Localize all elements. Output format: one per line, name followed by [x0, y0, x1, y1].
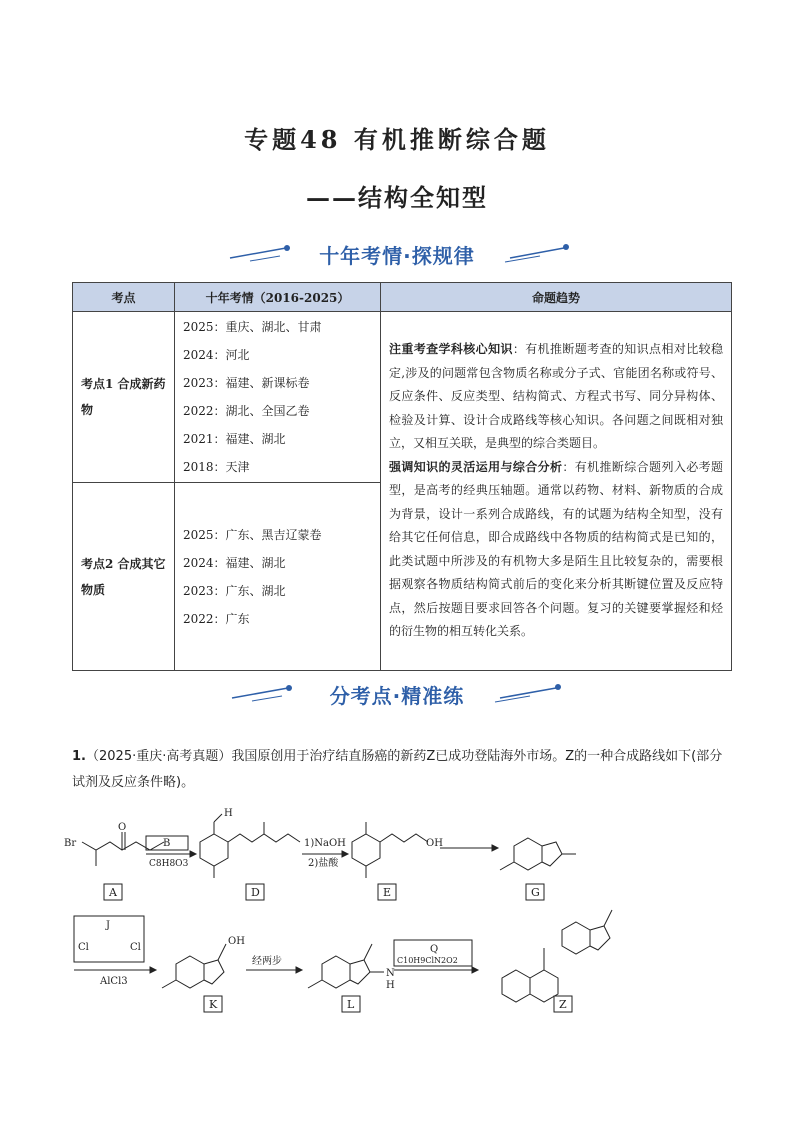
trend-text: ：有机推断综合题列入必考题型，是高考的经典压轴题。通常以药物、材料、新物质的合成为背景，设计一系列合成路线，有的试题为结构全知型，没有给其它任何信息，即合成路线中各物质的结构简式是已知的，此类试题中所涉及的有机物大多是陌生且比较复杂的，需要根据观察各物质结构简式前后的变化来分析其断键位置及反应特点，然后按题目要求回答各个问题。复习的关键要掌握烃和烃的衍生物的相互转化关系。 — [389, 459, 723, 639]
banner-title: 分考点·精准练 — [329, 684, 465, 708]
trend-heading: 强调知识的灵活运用与综合分析 — [389, 459, 563, 474]
trend-cell — [381, 312, 732, 671]
year-line: 2022：广东 — [183, 611, 250, 626]
year-line: 2025：广东、黑吉辽蒙卷 — [183, 527, 322, 542]
atom-oh-k: OH — [228, 936, 245, 947]
atom-cl-right: Cl — [130, 942, 141, 953]
atom-oh: OH — [426, 838, 443, 849]
year-line: 2018：天津 — [183, 460, 250, 474]
table-header: 命题趋势 — [381, 283, 732, 312]
table-header: 考点 — [73, 283, 175, 312]
question-source: （2025·重庆·高考真题） — [86, 749, 232, 764]
year-line: 2022：湖北、全国乙卷 — [183, 404, 310, 418]
compound-label-e: E — [383, 886, 392, 899]
reagent-j: J — [106, 920, 111, 931]
year-line: 2024：福建、湖北 — [183, 555, 286, 570]
step-naoh: 1)NaOH — [304, 838, 346, 849]
exam-point-cell: 考点1 合成新药物 — [73, 312, 175, 483]
compound-label-l: L — [347, 998, 355, 1011]
year-line: 2024：河北 — [183, 348, 250, 362]
trend-text: ：有机推断题考查的知识点相对比较稳定,涉及的问题常包含物质名称或分子式、官能团名称或符号、反应条件、反应类型、结构简式、方程式书写、同分异构体、检验及计算、设计合成路线等核心知识。各问题之间既相对独立，又相互关联，是典型的综合类题目。 — [389, 342, 723, 451]
step-two-steps: 经两步 — [252, 956, 282, 967]
year-line: 2025：重庆、湖北、甘肃 — [183, 320, 322, 334]
atom-h: H — [224, 808, 233, 819]
years-cell — [175, 312, 381, 483]
question-text: 我国原创用于治疗结直肠癌的新药Z已成功登陆海外市场。Z的一种合成路线如下(部分试剂及反应条件略)。 — [72, 749, 723, 790]
banner-title: 十年考情·探规律 — [319, 244, 475, 268]
section-banner-2 — [0, 676, 794, 712]
atom-h2: H — [386, 980, 395, 991]
compound-label-a: A — [109, 886, 117, 899]
atom-n: N — [386, 968, 395, 979]
reagent-q-formula: C10H9ClN2O2 — [397, 956, 458, 965]
trend-heading: 注重考查学科核心知识 — [389, 342, 513, 357]
table-header: 十年考情（2016-2025） — [175, 283, 381, 312]
compound-label-g: G — [531, 886, 540, 899]
year-line: 2023：福建、新课标卷 — [183, 376, 310, 390]
year-line: 2023：广东、湖北 — [183, 583, 286, 598]
compound-label-d: D — [251, 886, 260, 899]
atom-br: Br — [64, 838, 77, 849]
exam-info-table — [72, 282, 732, 671]
reagent-b-formula: C8H8O3 — [149, 859, 189, 869]
year-line: 2021：福建、湖北 — [183, 432, 286, 446]
atom-cl-left: Cl — [78, 942, 89, 953]
question-1: 1.（2025·重庆·高考真题）我国原创用于治疗结直肠癌的新药Z已成功登陆海外市场。Z的一种合成路线如下(部分试剂及反应条件略)。 — [72, 749, 723, 790]
synthesis-route-diagram — [60, 808, 700, 1015]
page-title: 专题48 有机推断综合题 — [244, 125, 550, 154]
atom-o: O — [118, 822, 127, 833]
years-cell — [175, 483, 381, 671]
reagent-alcl3: AlCl3 — [100, 976, 128, 987]
compound-label-k: K — [209, 998, 218, 1011]
exam-point-cell: 考点2 合成其它物质 — [73, 483, 175, 671]
compound-label-z: Z — [559, 998, 567, 1011]
reagent-b: B — [163, 838, 171, 849]
page-subtitle: ——结构全知型 — [306, 183, 488, 212]
question-number: 1 — [72, 749, 82, 764]
step-acid: 2)盐酸 — [308, 858, 339, 869]
reagent-q: Q — [430, 944, 439, 955]
section-banner-1 — [0, 236, 794, 272]
